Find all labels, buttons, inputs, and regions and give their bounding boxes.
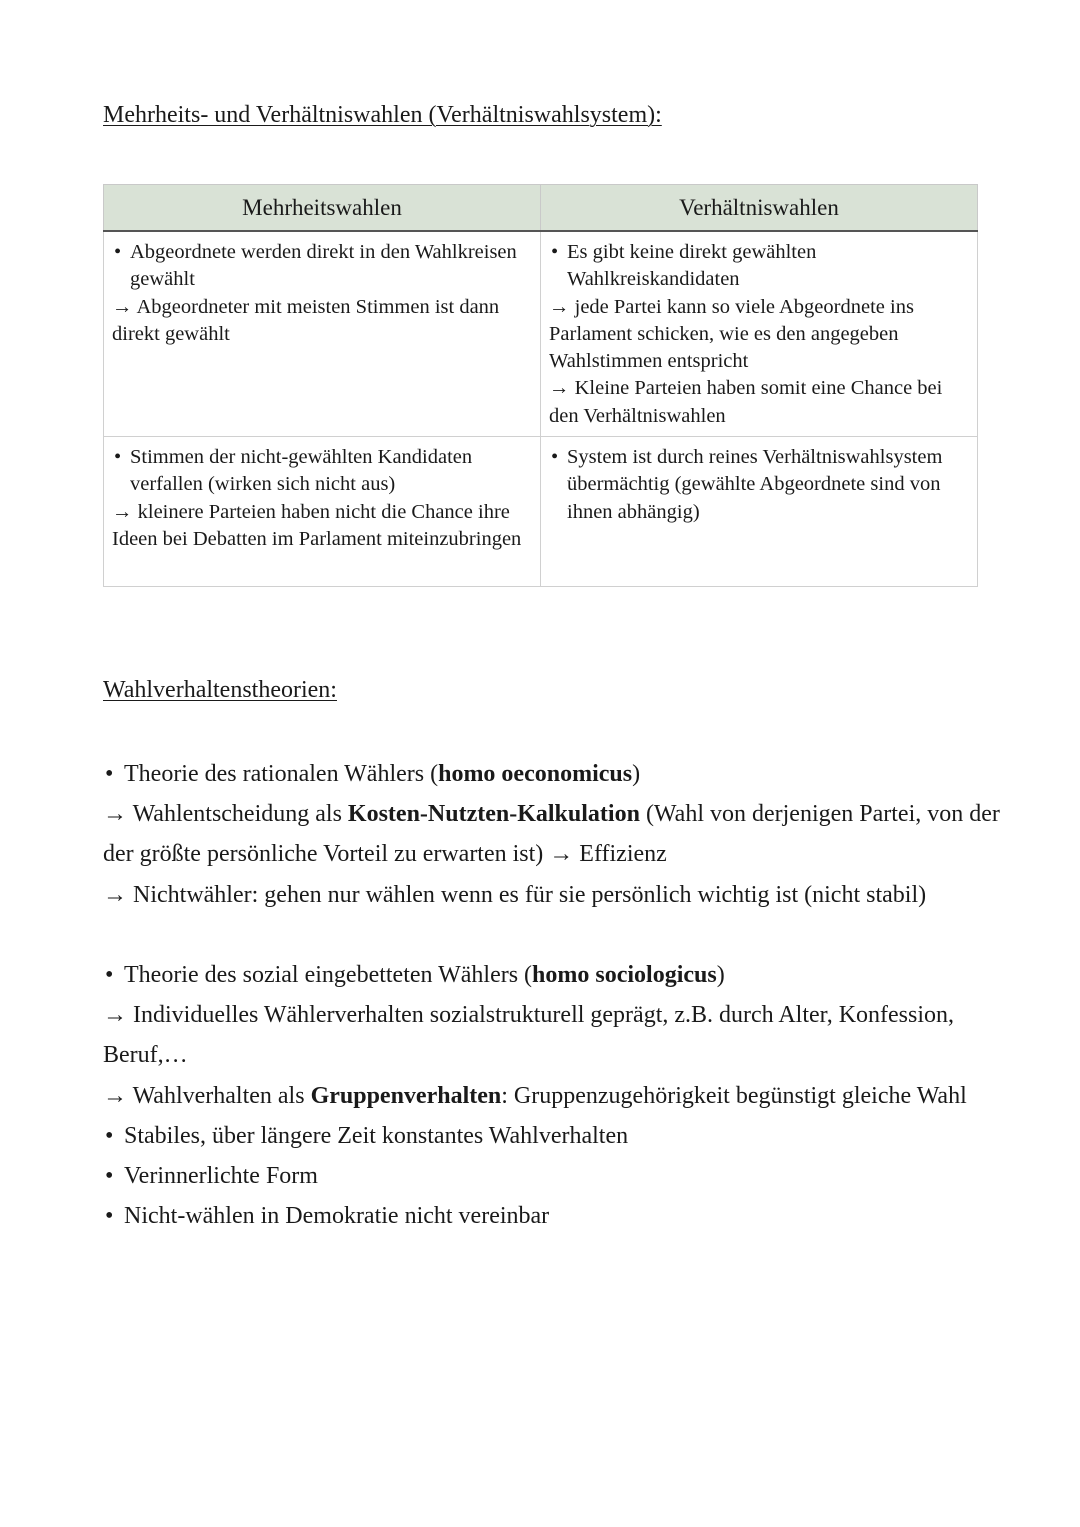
table-cell-mehrheit-1 <box>104 231 541 437</box>
cell-bullet: • Abgeordnete werden direkt in den Wahlkreisen gewählt <box>112 239 532 294</box>
line-emphasis: Gruppenverhalten <box>310 1082 502 1109</box>
cell-arrow-line: → jede Partei kann so viele Abgeordnete ins Parlament schicken, wie es den angegeben Wahlstimmen entspricht <box>549 295 914 373</box>
theory-line: → Nichtwähler: gehen nur wählen wenn es für sie persönlich wichtig ist (nicht stabil) <box>103 881 927 908</box>
section-heading-wahlverhaltenstheorien: Wahlverhaltenstheorien: <box>103 677 337 703</box>
theory-title-close: ) <box>632 761 641 787</box>
theory-term: homo oeconomicus <box>438 761 633 787</box>
table-cell-verhaeltnis-1 <box>541 231 978 437</box>
theory-title-text: Theorie des rationalen Wählers ( <box>124 761 439 787</box>
table-row <box>104 437 978 587</box>
theory-title <box>103 955 1003 995</box>
cell-arrow-line: → kleinere Parteien haben nicht die Chance ihre Ideen bei Debatten im Parlament miteinzubringen <box>112 500 522 550</box>
theory-line: → Individuelles Wählerverhalten sozialstrukturell geprägt, z.B. durch Alter, Konfession, Beruf,… <box>103 1002 955 1069</box>
theory-social-voter <box>103 955 1003 1236</box>
line-text: → Wahlverhalten als <box>103 1082 311 1109</box>
theory-term: homo sociologicus <box>532 962 717 988</box>
theory-line <box>103 794 1003 874</box>
list-item: • Nicht-wählen in Demokratie nicht vereinbar <box>103 1196 1003 1236</box>
cell-bullet: • Stimmen der nicht-gewählten Kandidaten verfallen (wirken sich nicht aus) <box>112 444 532 499</box>
table-cell-mehrheit-2 <box>104 437 541 587</box>
cell-arrow-line: → Abgeordneter mit meisten Stimmen ist dann direkt gewählt <box>112 295 500 345</box>
table-header-row <box>104 185 978 232</box>
theory-line <box>103 1076 1003 1116</box>
comparison-table <box>103 184 978 587</box>
theory-title-close: ) <box>716 962 725 988</box>
column-header-verhaeltniswahlen: Verhältniswahlen <box>541 185 978 232</box>
line-emphasis: Kosten-Nutzten-Kalkulation <box>347 801 640 828</box>
list-item: • Stabiles, über längere Zeit konstantes Wahlverhalten <box>103 1116 1003 1156</box>
line-text: → Wahlentscheidung als <box>103 801 348 828</box>
line-text: (Wahl von derjenigen Partei, von der der größte persönliche Vorteil zu erwarten ist) → Effizienz <box>103 801 1000 868</box>
column-header-mehrheitswahlen: Mehrheitswahlen <box>104 185 541 232</box>
theory-rational-voter <box>103 754 1003 915</box>
line-text: : Gruppenzugehörigkeit begünstigt gleiche Wahl <box>501 1082 967 1109</box>
cell-bullet: • System ist durch reines Verhältniswahlsystem übermächtig (gewählte Abgeordnete sind von ihnen abhängig) <box>549 444 969 526</box>
table-row <box>104 231 978 437</box>
theory-title-text: Theorie des sozial eingebetteten Wählers ( <box>124 962 533 988</box>
theory-title <box>103 754 1003 794</box>
cell-bullet: • Es gibt keine direkt gewählten Wahlkreiskandidaten <box>549 239 969 294</box>
list-item: • Verinnerlichte Form <box>103 1156 1003 1196</box>
section-heading-wahlsysteme: Mehrheits- und Verhältniswahlen (Verhältniswahlsystem): <box>103 102 662 128</box>
cell-arrow-line: → Kleine Parteien haben somit eine Chance bei den Verhältniswahlen <box>549 377 943 427</box>
table-cell-verhaeltnis-2 <box>541 437 978 587</box>
